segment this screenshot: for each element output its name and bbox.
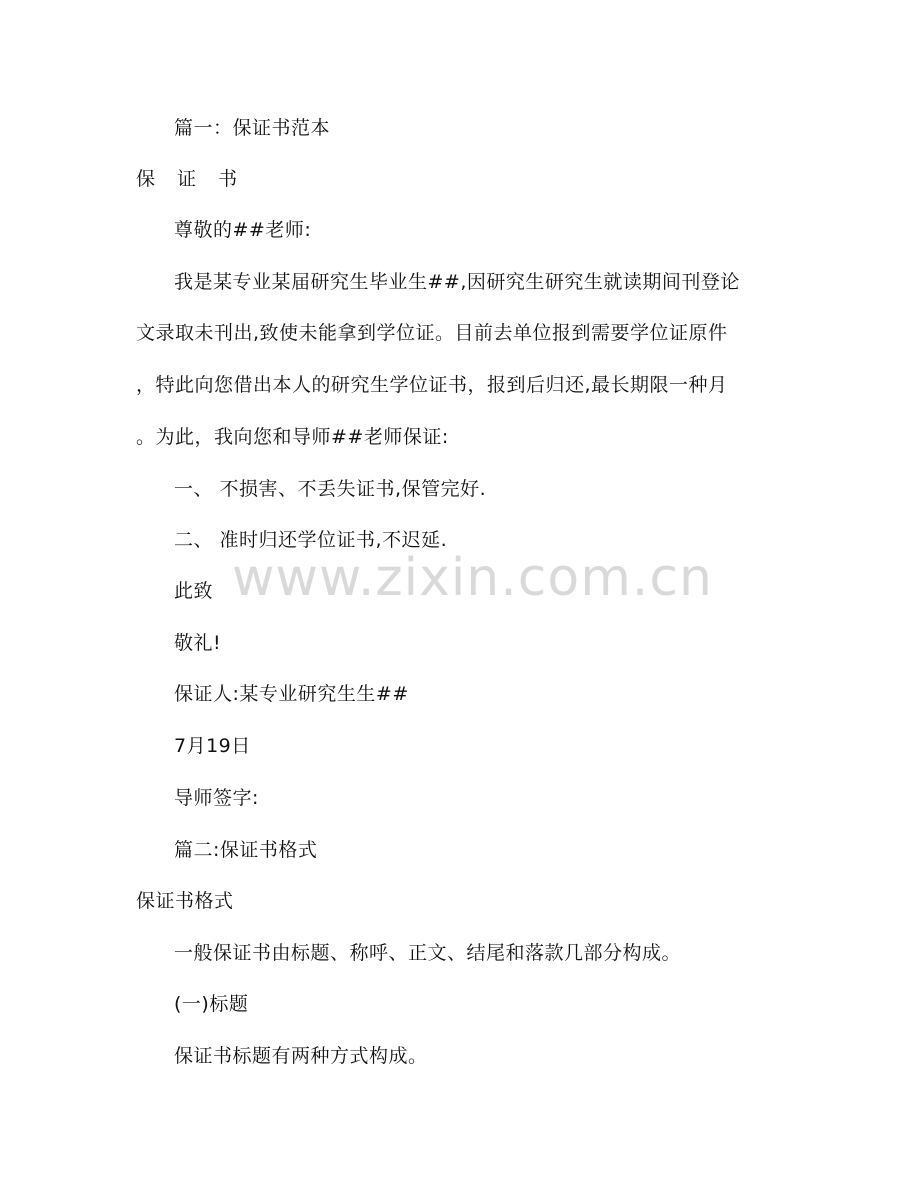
closing-line-2: 敬礼! [174, 632, 222, 654]
section1-text: 保证书标题有两种方式构成。 [174, 1045, 428, 1067]
advisor-signature-label: 导师签字: [174, 787, 259, 809]
part2-heading: 篇二:保证书格式 [174, 839, 318, 861]
section1-heading: (一)标题 [174, 993, 249, 1015]
pledge-item-1: 一、 不损害、不丢失证书,保管完好. [174, 478, 487, 500]
body-line-3: ，特此向您借出本人的研究生学位证书，报到后归还,最长期限一种月 [136, 374, 728, 396]
body-line-4: 。为此，我向您和导师##老师保证: [136, 426, 449, 448]
part1-heading: 篇一：保证书范本 [174, 117, 331, 139]
part2-title: 保证书格式 [136, 890, 234, 912]
date: 7月19日 [174, 735, 251, 757]
body-line-1: 我是某专业某届研究生毕业生##,因研究生研究生就读期间刊登论 [174, 271, 740, 293]
closing-line-1: 此致 [174, 580, 214, 602]
part1-title: 保 证 书 [136, 168, 246, 190]
pledge-item-2: 二、 准时归还学位证书,不迟延. [174, 529, 448, 551]
guarantor-signature: 保证人:某专业研究生生## [174, 683, 409, 705]
watermark: www.zixin.com.cn [232, 548, 713, 608]
part2-intro: 一般保证书由标题、称呼、正文、结尾和落款几部分构成。 [174, 942, 682, 964]
body-line-2: 文录取未刊出,致使未能拿到学位证。目前去单位报到需要学位证原件 [136, 322, 728, 344]
salutation: 尊敬的##老师: [174, 219, 312, 241]
